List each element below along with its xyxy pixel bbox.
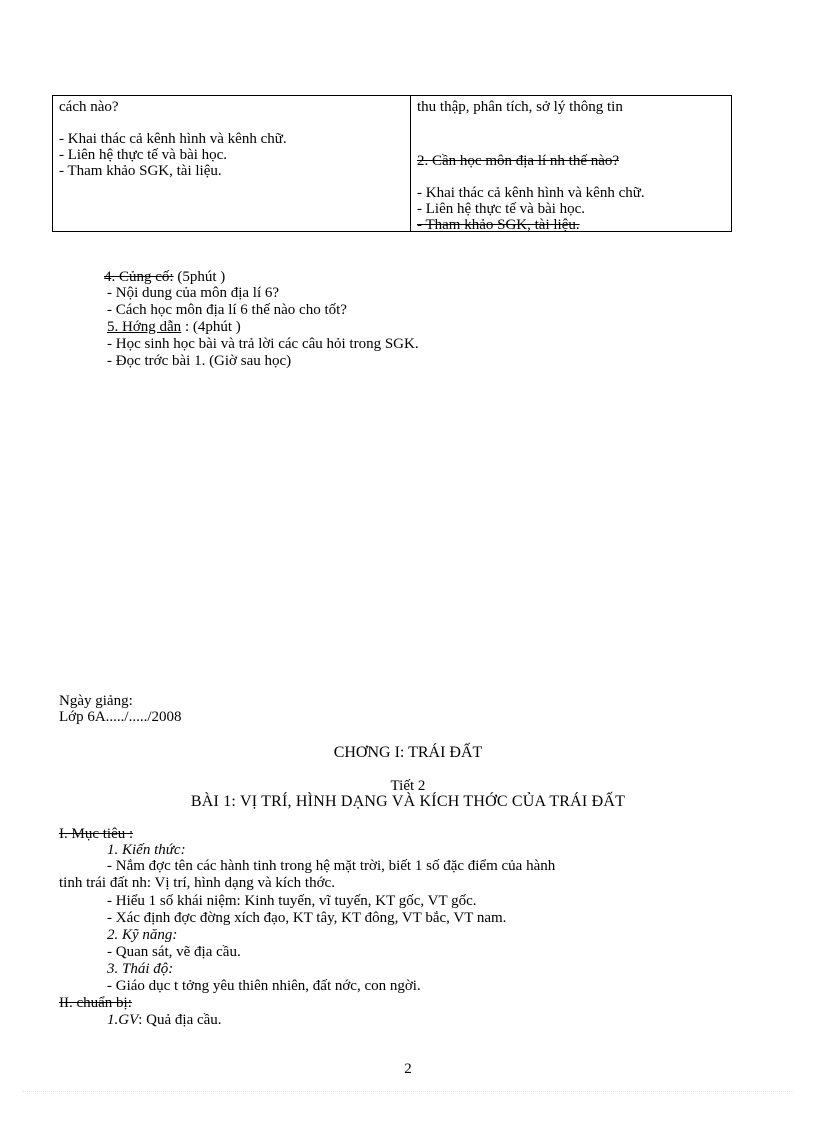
table-right-line-4: - Tham khảo SGK, tài liệu.: [417, 217, 580, 231]
knowledge-item-1b: tinh trái đất nh: Vị trí, hình dạng và kích thớc.: [59, 875, 335, 891]
skills-item-1: - Quan sát, vẽ địa cầu.: [107, 944, 241, 960]
guidance-heading-row: [107, 319, 241, 335]
knowledge-item-3: - Xác định đợc đờng xích đạo, KT tây, KT đông, VT bắc, VT nam.: [107, 910, 507, 926]
table-left-line-4: - Tham khảo SGK, tài liệu.: [59, 163, 222, 179]
consolidation-heading: 4. Củng cố:: [104, 269, 174, 285]
consolidation-heading-row: [104, 269, 225, 285]
table-left-line-1: cách nào?: [59, 99, 119, 115]
chapter-title: CHƠNG I: TRÁI ĐẤT: [333, 744, 483, 761]
table-right-heading: 2. Cần học môn địa lí nh thế nào?: [417, 153, 620, 169]
objectives-heading: I. Mục tiêu :: [59, 826, 134, 842]
table-left-line-3: - Liên hệ thực tế và bài học.: [59, 147, 228, 163]
footer-divider: [22, 1091, 794, 1093]
preparation-gv-row: [107, 1012, 222, 1028]
preparation-heading: II. chuẩn bị:: [59, 995, 132, 1011]
class-line: Lớp 6A...../...../2008: [59, 709, 182, 725]
table-cell-right: [411, 96, 731, 231]
table-cell-left: [53, 96, 411, 231]
guidance-item-2: - Đọc trớc bài 1. (Giờ sau học): [107, 353, 292, 369]
gv-label: 1.GV: [107, 1012, 139, 1028]
guidance-time: : (4phút ): [181, 319, 241, 335]
knowledge-item-2: - Hiểu 1 số khái niệm: Kinh tuyến, vĩ tuyến, KT gốc, VT gốc.: [107, 893, 477, 909]
table-right-line-2: - Khai thác cả kênh hình và kênh chữ.: [417, 185, 645, 201]
knowledge-label: 1. Kiến thức:: [107, 842, 186, 858]
content-table: [52, 95, 732, 232]
lesson-title: BÀI 1: VỊ TRÍ, HÌNH DẠNG VÀ KÍCH THỚC CỦA TRÁI ĐẤT: [190, 793, 626, 810]
page-number: 2: [404, 1061, 412, 1077]
table-right-line-1: thu thập, phân tích, sở lý thông tin: [417, 99, 623, 115]
consolidation-question-2: - Cách học môn địa lí 6 thế nào cho tốt?: [107, 302, 347, 318]
gv-text: : Quả địa cầu.: [138, 1012, 222, 1028]
lesson-period: Tiết 2: [390, 778, 426, 794]
consolidation-time: (5phút ): [173, 269, 226, 285]
attitude-item-1: - Giáo dục t tởng yêu thiên nhiên, đất nớc, con ngời.: [107, 978, 421, 994]
attitude-label: 3. Thái độ:: [107, 961, 174, 977]
guidance-heading: 5. Hớng dẫn: [107, 319, 182, 335]
teaching-date: Ngày giảng:: [59, 693, 133, 709]
table-left-line-2: - Khai thác cả kênh hình và kênh chữ.: [59, 131, 287, 147]
skills-label: 2. Kỹ năng:: [107, 927, 178, 943]
table-right-line-3: - Liên hệ thực tế và bài học.: [417, 201, 586, 217]
guidance-item-1: - Học sinh học bài và trả lời các câu hỏi trong SGK.: [107, 336, 419, 352]
knowledge-item-1a: - Nắm đợc tên các hành tinh trong hệ mặt trời, biết 1 số đặc điểm của hành: [107, 858, 556, 874]
consolidation-question-1: - Nội dung của môn địa lí 6?: [107, 285, 280, 301]
